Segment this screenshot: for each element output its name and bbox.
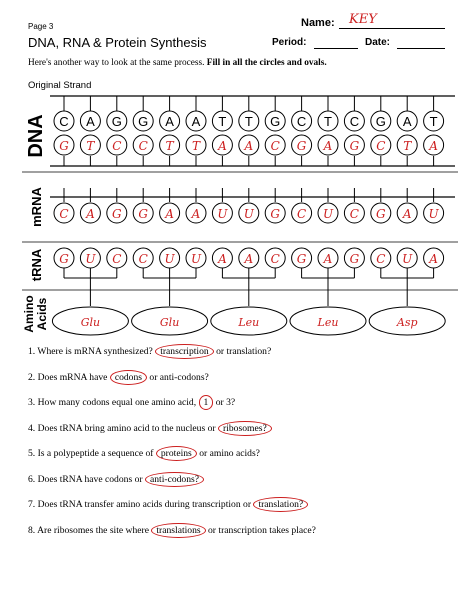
mrna-base-circle: [80, 203, 100, 223]
answer-option: or: [134, 473, 143, 485]
dna-bottom-base-circle: [344, 135, 364, 155]
dna-top-base-letter: T: [244, 114, 253, 129]
dna-bottom-base-circle: [397, 135, 417, 155]
dna-bottom-base-circle: [371, 135, 391, 155]
intro-plain: Here's another way to look at the same process.: [28, 58, 207, 68]
answer-option: amino acids?: [209, 448, 260, 459]
date-label: Date:: [365, 37, 391, 48]
mrna-base-letter: G: [376, 207, 386, 221]
mrna-base-circle: [160, 203, 180, 223]
question-connector: or: [147, 371, 160, 383]
dna-top-base-letter: A: [191, 114, 201, 129]
dna-bottom-base-letter: T: [86, 139, 95, 153]
trna-section-label: tRNA: [29, 248, 44, 282]
answer-option: translation?: [226, 346, 272, 357]
dna-bottom-base-letter: C: [138, 139, 148, 153]
mrna-base-letter: A: [86, 207, 95, 221]
dna-top-base-circle: [186, 111, 206, 131]
amino-acid-oval: [132, 307, 208, 335]
question-item: [28, 372, 209, 383]
trna-base-circle: [133, 248, 153, 268]
circled-answer: translations: [151, 523, 205, 538]
dna-bottom-base-letter: A: [323, 139, 333, 153]
dna-bottom-base-circle: [80, 135, 100, 155]
answer-option: 3?: [226, 397, 236, 408]
mrna-base-circle: [239, 203, 259, 223]
dna-bottom-base-letter: T: [165, 139, 174, 153]
answer-option: or: [243, 499, 252, 510]
mrna-base-letter: C: [297, 207, 307, 221]
mrna-base-circle: [371, 203, 391, 223]
circled-answer: ribosomes?: [218, 421, 272, 436]
question-item: [28, 397, 235, 408]
dna-bottom-base-circle: [186, 135, 206, 155]
trna-base-letter: C: [112, 252, 122, 266]
dna-bottom-base-circle: [160, 135, 180, 155]
question-number: 1.: [28, 346, 38, 357]
dna-bottom-base-letter: A: [218, 139, 227, 153]
dna-bottom-base-letter: T: [191, 139, 201, 153]
amino-section-label-line2: Acids: [35, 297, 49, 331]
trna-base-letter: A: [244, 252, 254, 266]
amino-acid-label: Asp: [396, 316, 418, 329]
question-connector: or: [196, 448, 210, 459]
trna-base-circle: [265, 248, 285, 268]
circled-answer: transcription: [155, 344, 214, 359]
dna-bottom-base-letter: A: [429, 139, 438, 153]
question-text: Does tRNA transfer amino acids during transcription: [37, 499, 244, 510]
mrna-base-letter: A: [191, 207, 201, 221]
dna-top-base-circle: [239, 111, 259, 131]
trna-base-circle: [424, 248, 444, 268]
dna-top-base-letter: G: [270, 114, 281, 129]
question-number: 4.: [28, 422, 38, 434]
question-number: 6.: [28, 473, 38, 485]
mrna-base-circle: [133, 203, 153, 223]
question-text: Is a polypeptide a sequence of: [37, 448, 156, 459]
page-title: DNA, RNA & Protein Synthesis: [28, 35, 207, 50]
mrna-base-letter: C: [349, 207, 359, 221]
dna-bottom-base-letter: A: [244, 139, 254, 153]
mrna-base-letter: U: [322, 207, 334, 221]
dna-bottom-base-circle: [318, 135, 338, 155]
trna-base-circle: [397, 248, 417, 268]
trna-base-letter: U: [85, 252, 96, 266]
mrna-base-letter: U: [243, 207, 254, 221]
trna-base-circle: [344, 248, 364, 268]
question-text: Does tRNA have codons: [37, 473, 135, 485]
page-number: Page 3: [28, 22, 54, 31]
dna-top-base-letter: G: [111, 114, 122, 129]
dna-bottom-base-letter: C: [376, 139, 386, 153]
mrna-base-circle: [318, 203, 338, 223]
dna-top-base-circle: [371, 111, 391, 131]
question-number: 8.: [28, 524, 38, 536]
dna-bottom-base-letter: C: [112, 139, 122, 153]
dna-bottom-base-letter: T: [403, 139, 412, 153]
dna-top-base-letter: G: [375, 114, 386, 129]
mrna-base-circle: [212, 203, 232, 223]
mrna-base-letter: U: [217, 207, 228, 221]
question-item: [28, 474, 204, 485]
dna-bottom-base-circle: [133, 135, 153, 155]
mrna-base-letter: G: [138, 207, 148, 221]
amino-acid-label: Glu: [80, 316, 101, 329]
dna-top-base-letter: A: [86, 114, 95, 129]
dna-top-base-circle: [80, 111, 100, 131]
question-number: 7.: [28, 499, 38, 510]
question-number: 3.: [28, 397, 38, 408]
mrna-base-circle: [54, 203, 74, 223]
dna-section-label: DNA: [25, 114, 47, 158]
question-number: 2.: [28, 371, 38, 383]
amino-acid-oval: [52, 307, 128, 335]
dna-bottom-base-letter: G: [59, 139, 69, 153]
dna-top-base-circle: [160, 111, 180, 131]
dna-top-base-circle: [54, 111, 74, 131]
mrna-base-circle: [186, 203, 206, 223]
dna-top-base-circle: [318, 111, 338, 131]
circled-answer: anti-codons?: [145, 472, 204, 487]
circled-answer: codons: [110, 370, 147, 385]
trna-base-letter: A: [218, 252, 227, 266]
dna-bottom-base-circle: [212, 135, 232, 155]
mrna-base-letter: A: [402, 207, 412, 221]
dna-bottom-base-circle: [107, 135, 127, 155]
mrna-base-letter: C: [59, 207, 69, 221]
question-connector: or: [213, 397, 227, 408]
dna-top-base-circle: [292, 111, 312, 131]
dna-top-base-letter: C: [296, 114, 307, 129]
question-text: Does tRNA bring amino acid to the nucleus: [37, 422, 208, 434]
question-text: Does mRNA have: [37, 371, 110, 383]
name-label: Name:: [301, 17, 335, 29]
circled-answer: proteins: [156, 446, 197, 461]
amino-acid-oval: [290, 307, 366, 335]
trna-base-letter: U: [190, 252, 202, 266]
dna-top-base-letter: T: [218, 114, 227, 129]
mrna-base-letter: G: [112, 207, 122, 221]
period-label: Period:: [272, 37, 307, 48]
answer-option: transcription takes place?: [218, 524, 316, 536]
question-item: [28, 346, 271, 357]
mrna-base-letter: A: [165, 207, 174, 221]
mrna-base-circle: [292, 203, 312, 223]
dna-top-base-circle: [212, 111, 232, 131]
dna-top-base-circle: [265, 111, 285, 131]
dna-bottom-base-letter: G: [349, 139, 360, 153]
question-connector: or: [205, 524, 219, 536]
trna-base-letter: U: [402, 252, 413, 266]
dna-top-base-letter: A: [165, 114, 174, 129]
trna-base-letter: C: [270, 252, 280, 266]
trna-base-circle: [239, 248, 259, 268]
trna-base-letter: C: [376, 252, 386, 266]
trna-base-circle: [80, 248, 100, 268]
trna-base-circle: [212, 248, 232, 268]
dna-top-base-letter: G: [138, 114, 149, 129]
dna-top-base-letter: T: [324, 114, 332, 129]
trna-base-circle: [371, 248, 391, 268]
mrna-base-circle: [424, 203, 444, 223]
mrna-base-circle: [265, 203, 285, 223]
trna-base-circle: [186, 248, 206, 268]
trna-base-circle: [107, 248, 127, 268]
dna-top-base-circle: [107, 111, 127, 131]
mrna-base-circle: [397, 203, 417, 223]
trna-base-letter: C: [138, 252, 148, 266]
dna-top-base-circle: [397, 111, 417, 131]
amino-acid-label: Leu: [238, 316, 260, 329]
dna-bottom-base-circle: [54, 135, 74, 155]
trna-base-circle: [318, 248, 338, 268]
mrna-base-letter: U: [428, 207, 439, 221]
answer-option: or: [207, 422, 216, 434]
question-connector: or: [213, 346, 227, 357]
dna-top-base-circle: [344, 111, 364, 131]
question-item: [28, 448, 260, 459]
mrna-base-circle: [107, 203, 127, 223]
dna-top-base-circle: [424, 111, 444, 131]
dna-top-base-letter: C: [59, 114, 69, 129]
amino-acid-oval: [211, 307, 287, 335]
dna-bottom-base-circle: [424, 135, 444, 155]
trna-base-letter: A: [323, 252, 333, 266]
circled-answer: 1: [199, 395, 214, 410]
mrna-section-label: mRNA: [29, 187, 44, 227]
name-answer: KEY: [349, 12, 377, 27]
answer-option: anti-codons?: [159, 371, 209, 383]
dna-top-base-letter: C: [349, 114, 360, 129]
dna-bottom-base-circle: [292, 135, 312, 155]
question-item: [28, 499, 308, 510]
trna-base-letter: G: [59, 252, 69, 266]
trna-base-letter: G: [296, 252, 307, 266]
question-text: How many codons equal one amino acid,: [37, 397, 199, 408]
question-number: 5.: [28, 448, 38, 459]
dna-top-base-letter: T: [429, 114, 438, 129]
amino-section-label-line1: Amino: [22, 295, 36, 333]
trna-base-letter: G: [349, 252, 360, 266]
trna-base-circle: [292, 248, 312, 268]
dna-top-base-letter: A: [402, 114, 412, 129]
trna-base-letter: U: [164, 252, 175, 266]
question-text: Are ribosomes the site where: [37, 524, 152, 536]
dna-bottom-base-circle: [265, 135, 285, 155]
dna-bottom-base-letter: G: [296, 139, 307, 153]
amino-acid-label: Leu: [317, 316, 339, 329]
mrna-base-circle: [344, 203, 364, 223]
trna-base-circle: [54, 248, 74, 268]
question-item: [28, 525, 316, 536]
dna-bottom-base-circle: [239, 135, 259, 155]
question-item: [28, 423, 272, 434]
amino-acid-oval: [369, 307, 445, 335]
trna-base-circle: [160, 248, 180, 268]
dna-bottom-base-letter: C: [270, 139, 280, 153]
dna-top-base-circle: [133, 111, 153, 131]
mrna-base-letter: G: [270, 207, 280, 221]
trna-base-letter: A: [429, 252, 438, 266]
circled-answer: translation?: [253, 497, 308, 512]
intro-bold: Fill in all the circles and ovals.: [206, 58, 327, 68]
amino-acid-label: Glu: [159, 316, 180, 329]
question-text: Where is mRNA synthesized?: [37, 346, 156, 357]
original-strand-label: Original Strand: [28, 80, 92, 91]
